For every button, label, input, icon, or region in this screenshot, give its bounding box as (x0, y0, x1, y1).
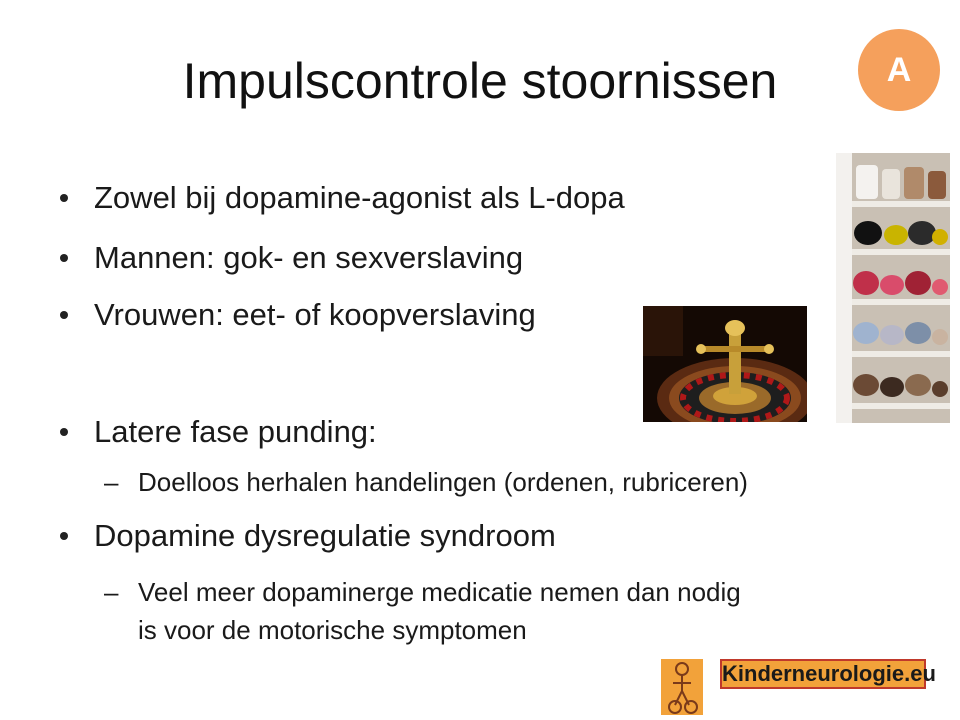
section-badge: A (858, 29, 940, 111)
slide-title: Impulscontrole stoornissen (182, 53, 778, 109)
bullet-dot (60, 194, 68, 202)
site-logo[interactable]: Kinderneurologie.eu (720, 659, 926, 689)
sub-bullet-dash: – (104, 577, 119, 607)
sub-bullet-text: Veel meer dopaminerge medicatie nemen dan nodig (138, 577, 741, 607)
bullet-text: Dopamine dysregulatie syndroom (94, 518, 556, 553)
bullet-text: Zowel bij dopamine-agonist als L-dopa (94, 180, 625, 215)
bullet-dot (60, 254, 68, 262)
sub-bullet-dash: – (104, 467, 119, 497)
bullet-dot (60, 428, 68, 436)
bullet-dot (60, 311, 68, 319)
shoe-rack-image (836, 153, 950, 423)
logo-figure-icon (661, 659, 703, 715)
bullet-text: Vrouwen: eet- of koopverslaving (94, 297, 536, 332)
bullet-text: Mannen: gok- en sexverslaving (94, 240, 524, 275)
bullet-dot (60, 532, 68, 540)
bullet-text: Latere fase punding: (94, 414, 377, 449)
sub-bullet-text: is voor de motorische symptomen (138, 615, 527, 645)
sub-bullet-text: Doelloos herhalen handelingen (ordenen, rubriceren) (138, 467, 748, 497)
roulette-image (643, 306, 807, 422)
